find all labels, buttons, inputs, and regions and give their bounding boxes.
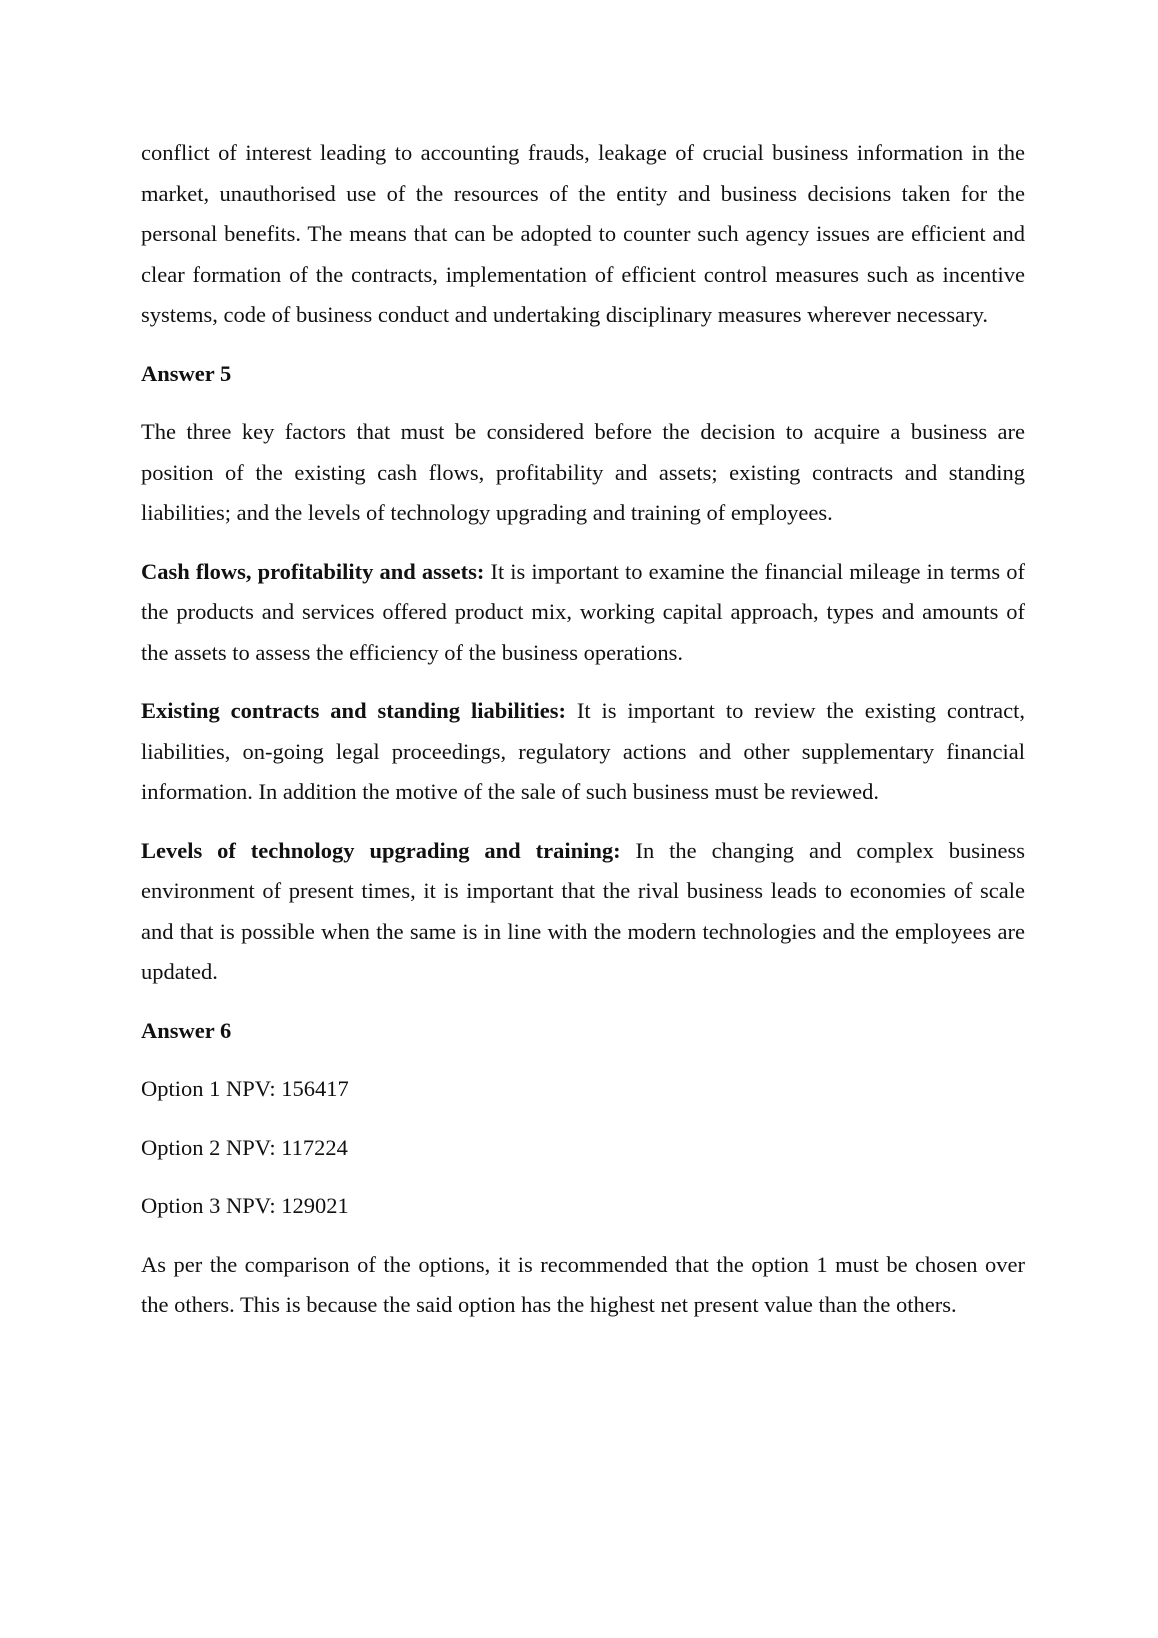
document-page: [141, 133, 1025, 1326]
option-1-npv: Option 1 NPV: 156417: [141, 1076, 349, 1101]
agency-issues-paragraph: conflict of interest leading to accounting frauds, leakage of crucial business information in the market, unauthorised use of the resources of the entity and business decisions taken for the personal benefits. The means that can be adopted to counter such agency issues are efficient and clear formation of the contracts, implementation of efficient control measures such as incentive systems, code of business conduct and undertaking disciplinary measures wherever necessary.: [141, 140, 1025, 327]
option-3-npv: Option 3 NPV: 129021: [141, 1193, 349, 1218]
cash-flows-label: Cash flows, profitability and assets:: [141, 558, 485, 584]
technology-label: Levels of technology upgrading and training:: [141, 837, 621, 863]
answer-5-heading: Answer 5: [141, 360, 232, 386]
cash-flows-paragraph: [141, 552, 1025, 674]
option-2-npv: Option 2 NPV: 117224: [141, 1134, 348, 1160]
answer-5-intro-paragraph: The three key factors that must be considered before the decision to acquire a business are position of the existing cash flows, profitability and assets; existing contracts and standing liabilities; and the levels of technology upgrading and training of employees.: [141, 419, 1025, 525]
answer-6-heading: Answer 6: [141, 1017, 232, 1043]
technology-paragraph: [141, 831, 1025, 993]
cash-flows-text: It is important to examine the financial mileage in terms of the products and services offered product mix, working capital approach, types and amounts of the assets to assess the efficiency of the business operations.: [141, 558, 1025, 665]
recommendation-paragraph: As per the comparison of the options, it is recommended that the option 1 must be chosen over the others. This is because the said option has the highest net present value than the others.: [141, 1251, 1025, 1317]
contracts-paragraph: [141, 691, 1025, 813]
contracts-label: Existing contracts and standing liabilities:: [141, 698, 566, 723]
technology-text: In the changing and complex business environment of present times, it is important that the rival business leads to economies of scale and that is possible when the same is in line with the modern technologies and the employees are updated.: [141, 837, 1025, 984]
contracts-text: It is important to review the existing contract, liabilities, on-going legal proceedings, regulatory actions and other supplementary financial information. In addition the motive of the sale of such business must be reviewed.: [141, 698, 1025, 804]
